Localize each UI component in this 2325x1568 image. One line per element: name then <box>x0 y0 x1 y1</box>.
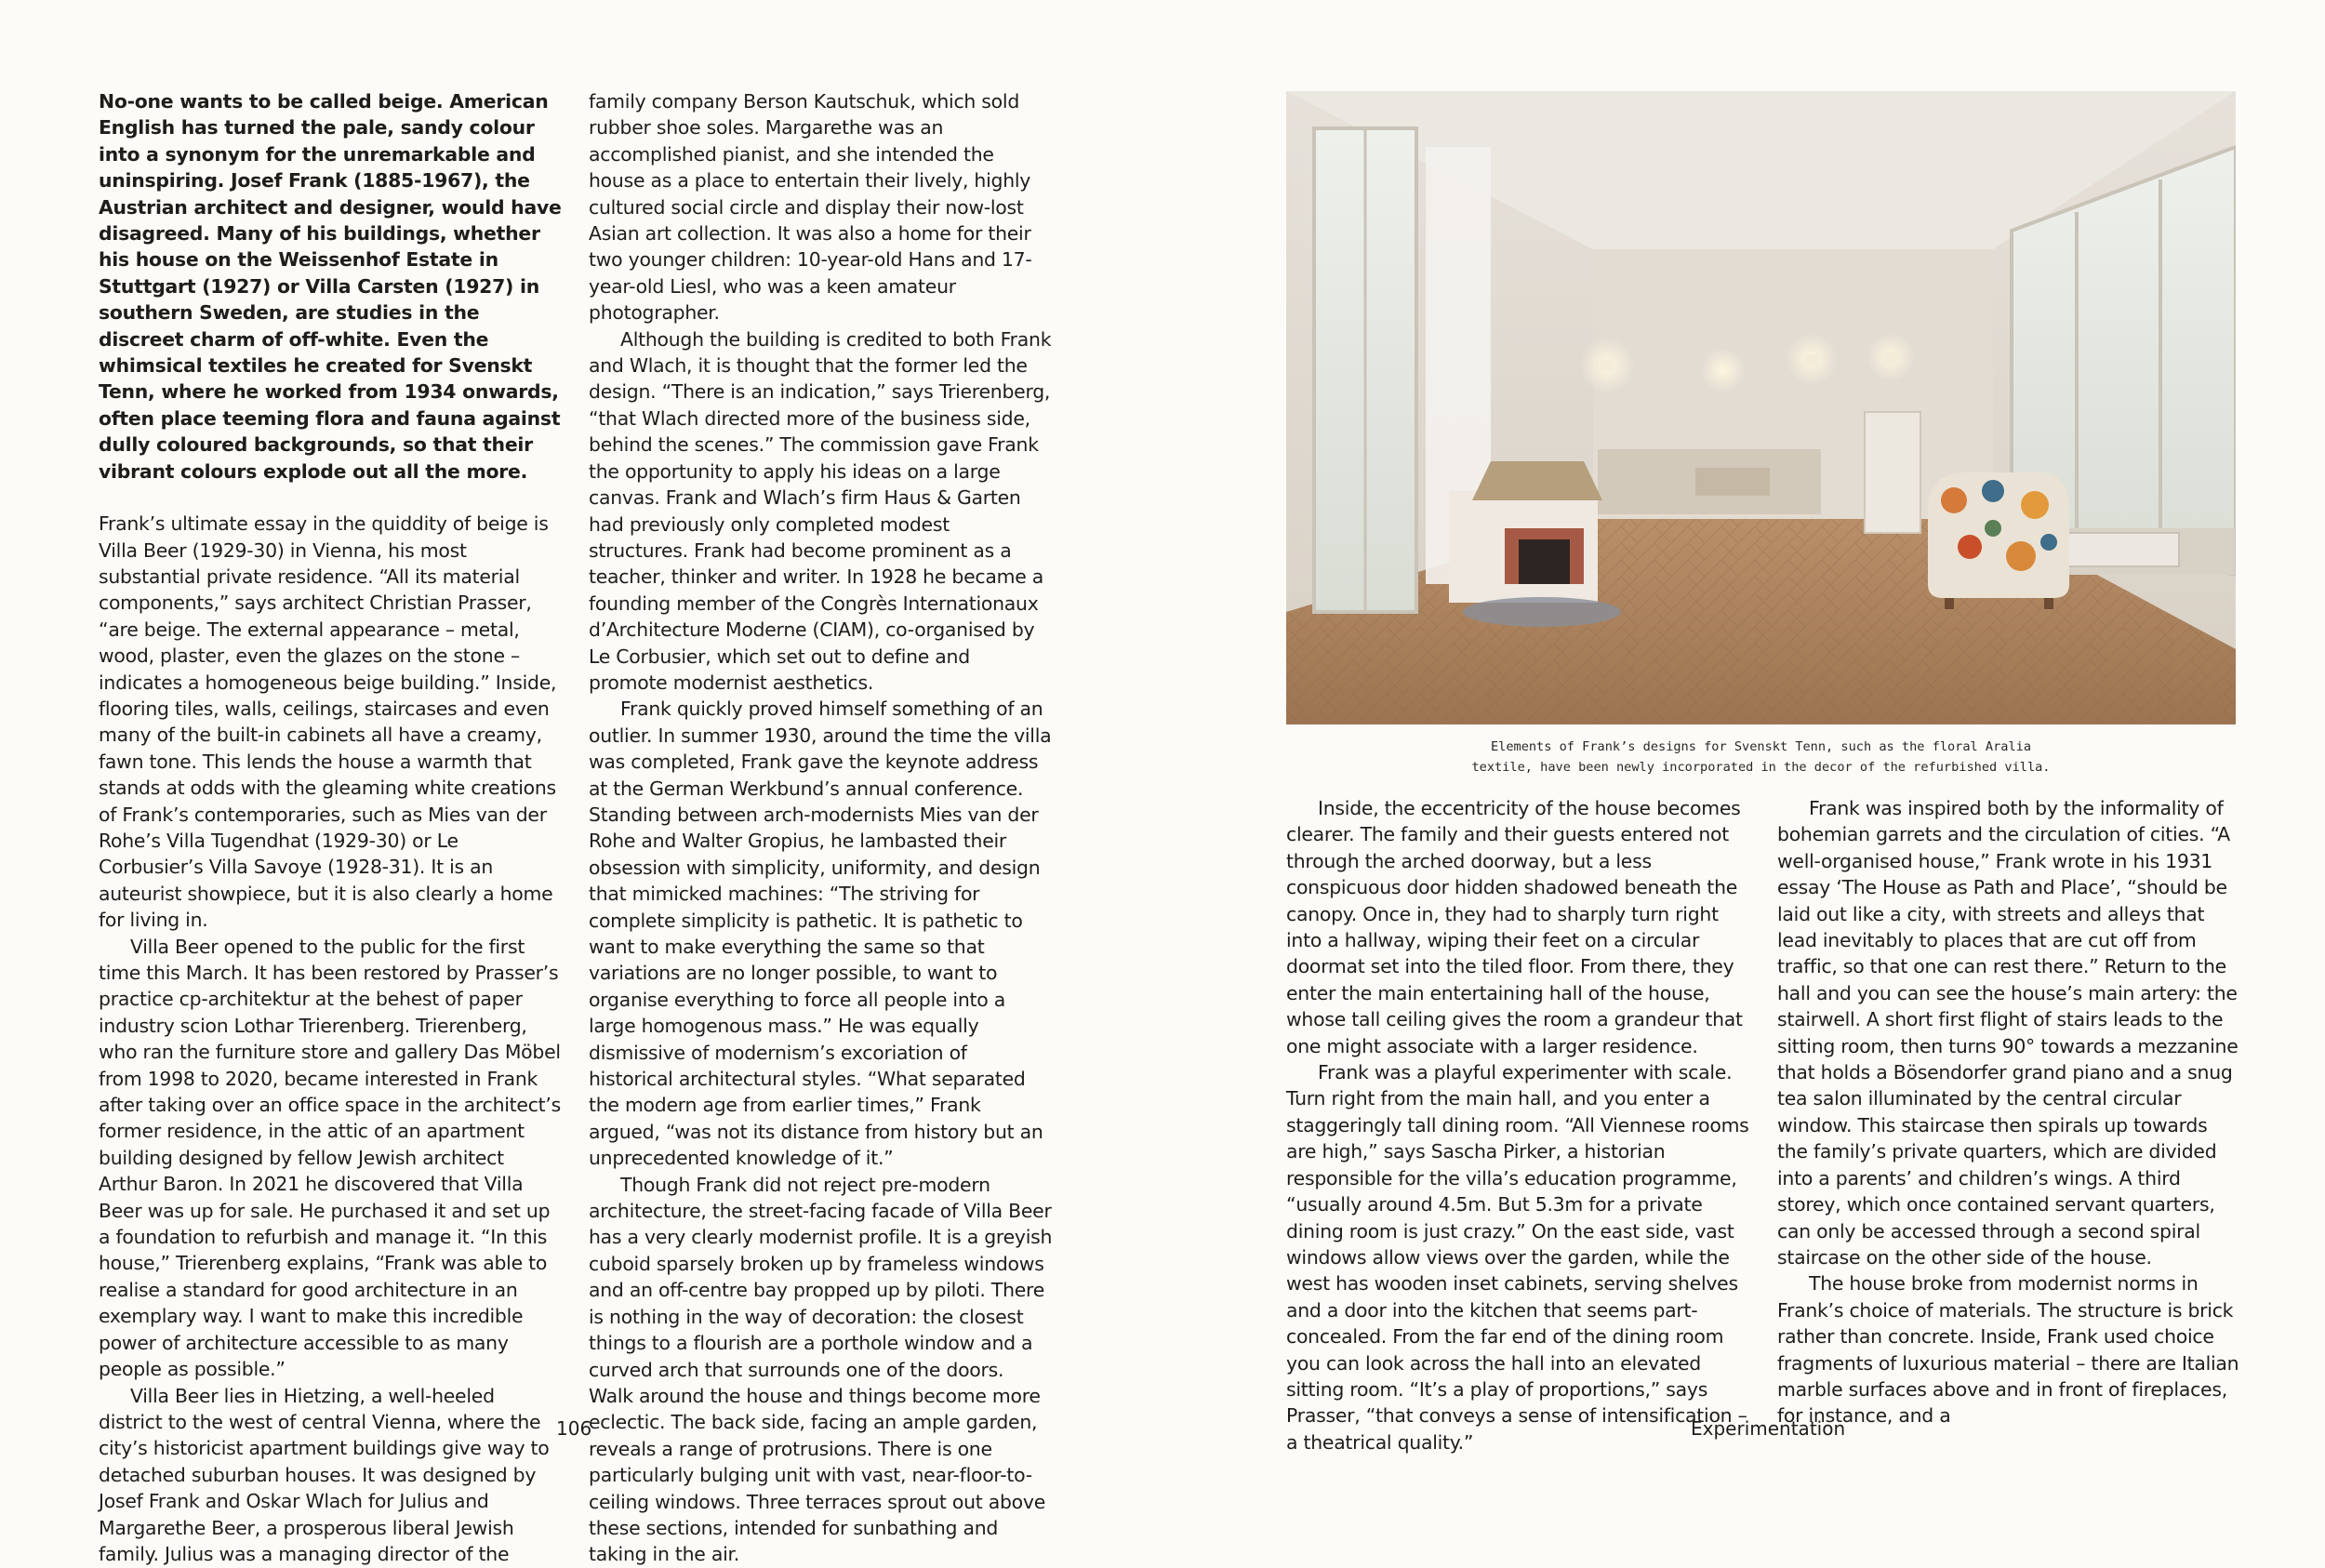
body-paragraph: Villa Beer opened to the public for the first time this March. It has been restored by Prasser’s practice cp-architektur at the behest of paper industry scion Lothar Trierenberg. Trierenberg, who ran the furniture store and gallery Das Möbel from 1998 to 2020, became interested in Frank after taking over an office space in the architect’s former residence, in the attic of an apartment building designed by fellow Jewish architect Arthur Baron. In 2021 he discovered that Villa Beer was up for sale. He purchased it and set up a foundation to refurbish and manage it. “In this house,” Trierenberg explains, “Frank was able to realise a standard for good architecture in an exemplary way. I want to make this incredible power of architecture accessible to as many people as possible.” <box>99 935 562 1381</box>
section-title: Experimentation <box>1691 1417 1846 1440</box>
caption-line: Elements of Frank’s designs for Svenskt Tenn, such as the floral Aralia <box>1490 739 2032 754</box>
text-column-2 <box>589 88 1054 1568</box>
text-column-3 <box>1286 795 1756 1455</box>
body-paragraph: family company Berson Kautschuk, which sold rubber shoe soles. Margarethe was an accomplished pianist, and she intended the house as a place to entertain their lively, highly cultured social circle and display their now-lost Asian art collection. It was also a home for their two younger children: 10-year-old Hans and 17-year-old Liesl, who was a keen amateur photographer. <box>589 90 1032 325</box>
text-column-4 <box>1777 795 2242 1429</box>
body-paragraph: Frank was inspired both by the informality of bohemian garrets and the circulation of cities. “A well-organised house,” Frank wrote in his 1931 essay ‘The House as Path and Place’, “should be laid out like a city, with streets and alleys that lead inevitably to places that are cut off from traffic, so that one can rest there.” Return to the hall and you can see the house’s main artery: the stairwell. A short first flight of stairs leads to the sitting room, then turns 90° towards a mezzanine that holds a Bösendorfer grand piano and a snug tea salon illuminated by the central circular window. This staircase then spirals up towards the family’s private quarters, which are divided into a parents’ and children’s wings. A third storey, which once contained servant quarters, can only be accessed through a second spiral staircase on the other side of the house. <box>1777 797 2239 1269</box>
lead-paragraph: No-one wants to be called beige. American English has turned the pale, sandy colour into a synonym for the unremarkable and uninspiring. Josef Frank (1885-1967), the Austrian architect and designer, would have disagreed. Many of his buildings, whether his house on the Weissenhof Estate in Stuttgart (1927) or Villa Carsten (1927) in southern Sweden, are studies in the discreet charm of off-white. Even the whimsical textiles he created for Svenskt Tenn, where he worked from 1934 onwards, often place teeming flora and fauna against dully coloured backgrounds, so that their vibrant colours explode out all the more. <box>99 90 562 483</box>
caption-line: textile, have been newly incorporated in the decor of the refurbished villa. <box>1471 760 2051 775</box>
body-paragraph: Though Frank did not reject pre-modern architecture, the street-facing facade of Villa Beer has a very clearly modernist profile. It is a greyish cuboid sparsely broken up by frameless windows and an off-centre bay propped up by piloti. There is nothing in the way of decoration: the closest things to a flourish are a porthole window and a curved arch that surrounds one of the doors. Walk around the house and things become more eclectic. The back side, facing an ample garden, reveals a range of protrusions. There is one particularly bulging unit with vast, near-floor-to-ceiling windows. Three terraces sprout out above these sections, intended for sunbathing and taking in the air. <box>589 1173 1053 1566</box>
body-paragraph: Frank was a playful experimenter with scale. Turn right from the main hall, and you enter a staggeringly tall dining room. “All Viennese rooms are high,” says Sascha Pirker, a historian responsible for the villa’s education programme, “usually around 4.5m. But 5.3m for a private dining room is just crazy.” On the east side, vast windows allow views over the garden, while the west has wooden inset cabinets, serving shelves and a door into the kitchen that seems part-concealed. From the far end of the dining room you can look across the hall into an elevated sitting room. “It’s a play of proportions,” says Prasser, “that conveys a sense of intensification – a theatrical quality.” <box>1286 1061 1749 1454</box>
page-number: 106 <box>556 1417 592 1440</box>
text-column-1 <box>99 88 564 1567</box>
photo-caption <box>1286 737 2236 777</box>
body-paragraph: Frank’s ultimate essay in the quiddity of beige is Villa Beer (1929-30) in Vienna, his most substantial private residence. “All its material components,” says architect Christian Prasser, “are beige. The external appearance – metal, wood, plaster, even the glazes on the stone – indicates a homogeneous beige building.” Inside, flooring tiles, walls, ceilings, staircases and even many of the built-in cabinets all have a creamy, fawn tone. This lends the house a warmth that stands at odds with the gleaming white creations of Frank’s contemporaries, such as Mies van der Rohe’s Villa Tugendhat (1929-30) or Le Corbusier’s Villa Savoye (1928-31). It is an auteurist showpiece, but it is also clearly a home for living in. <box>99 512 557 932</box>
interior-photo <box>1286 91 2236 724</box>
body-paragraph: The house broke from modernist norms in Frank’s choice of materials. The structure is brick rather than concrete. Inside, Frank used choice fragments of luxurious material – there are Italian marble surfaces above and in front of fireplaces, for instance, and a <box>1777 1272 2239 1428</box>
body-paragraph: Frank quickly proved himself something of an outlier. In summer 1930, around the time the villa was completed, Frank gave the keynote address at the German Werkbund’s annual conference. Standing between arch-modernists Mies van der Rohe and Walter Gropius, he lambasted their obsession with simplicity, uniformity, and design that mimicked machines: “The striving for complete simplicity is pathetic. It is pathetic to want to make everything the same so that variations are no longer possible, to want to organise everything to force all people into a large homogenous mass.” He was equally dismissive of modernism’s excoriation of historical architectural styles. “What separated the modern age from earlier times,” Frank argued, “was not its distance from history but an unprecedented knowledge of it.” <box>589 698 1052 1170</box>
body-paragraph: Villa Beer lies in Hietzing, a well-heeled district to the west of central Vienna, where the city’s historicist apartment buildings give way to detached suburban houses. It was designed by Josef Frank and Oskar Wlach for Julius and Margarethe Beer, a prosperous liberal Jewish family. Julius was a managing director of the <box>99 1384 550 1565</box>
body-paragraph: Inside, the eccentricity of the house becomes clearer. The family and their guests entered not through the arched doorway, but a less conspicuous door hidden shadowed beneath the canopy. Once in, they had to sharply turn right into a hallway, wiping their feet on a circular doormat set into the tiled floor. From there, they enter the main entertaining hall of the house, whose tall ceiling gives the room a grandeur that one might associate with a larger residence. <box>1286 797 1743 1057</box>
body-paragraph: Although the building is credited to both Frank and Wlach, it is thought that the former led the design. “There is an indication,” says Trierenberg, “that Wlach directed more of the business side, behind the scenes.” The commission gave Frank the opportunity to apply his ideas on a large canvas. Frank and Wlach’s firm Haus & Garten had previously only completed modest structures. Frank had become prominent as a teacher, thinker and writer. In 1928 he became a founding member of the Congrès Internationaux d’Architecture Moderne (CIAM), co-organised by Le Corbusier, which set out to define and promote modernist aesthetics. <box>589 327 1052 694</box>
